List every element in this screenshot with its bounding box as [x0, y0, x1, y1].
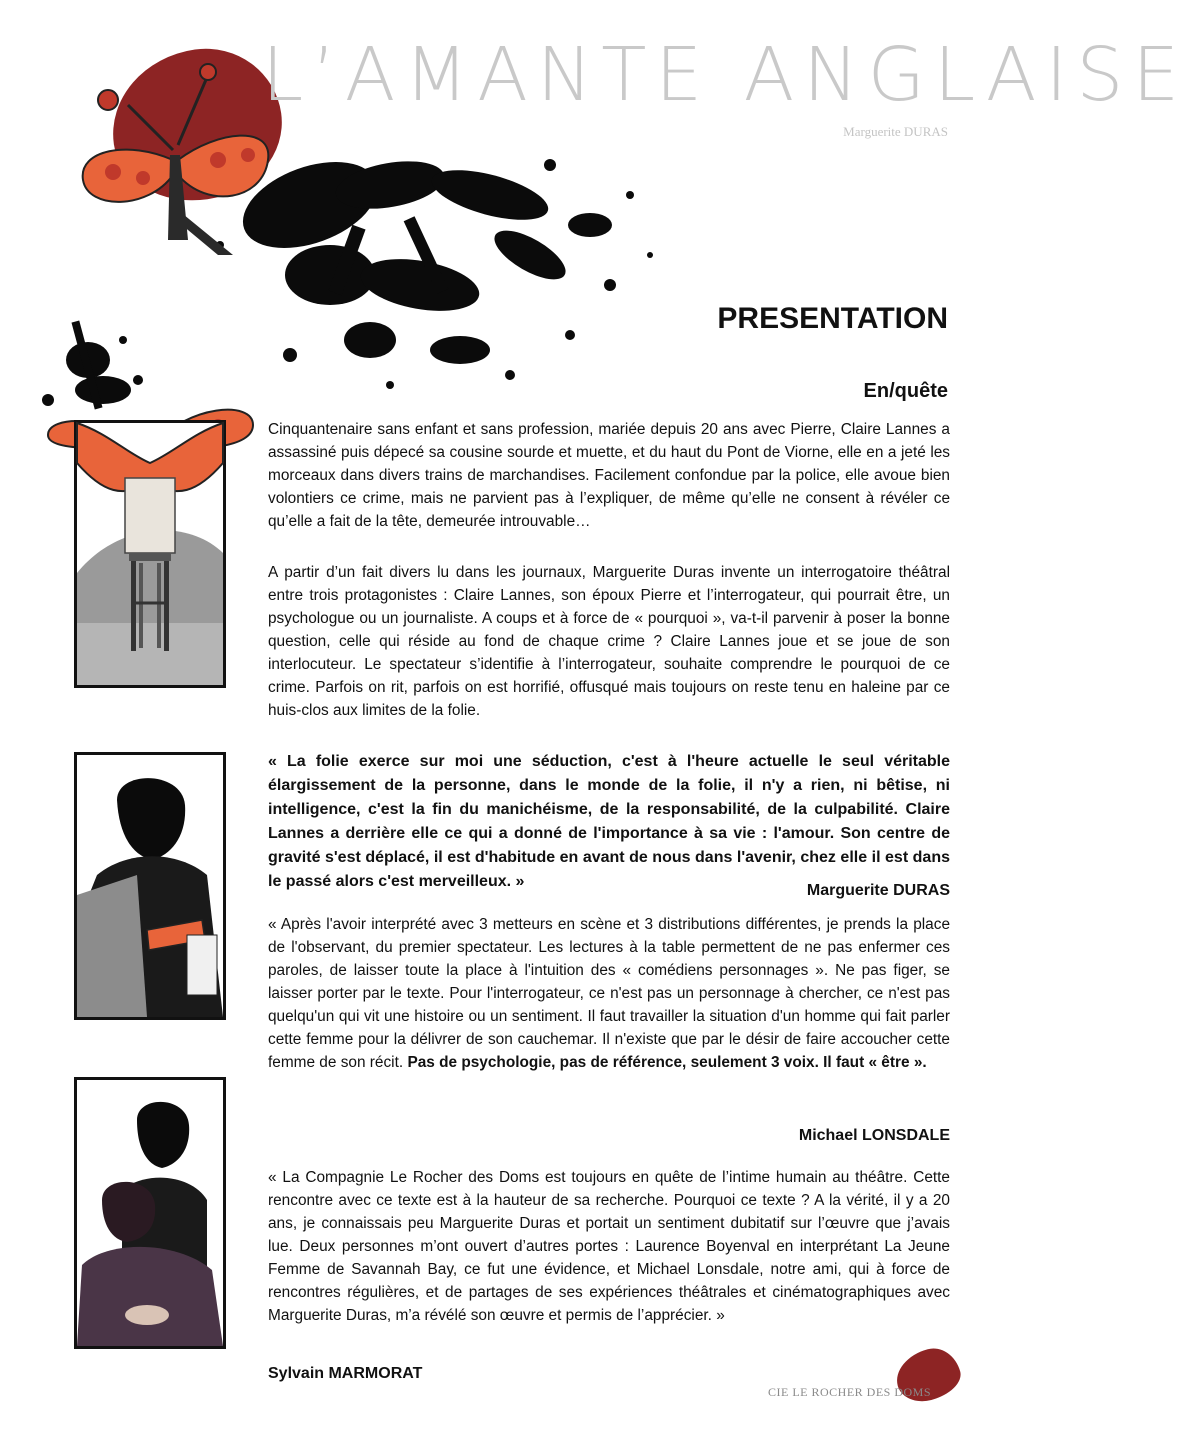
- quote-lonsdale-bold: Pas de psychologie, pas de référence, seulement 3 voix. Il faut « être ».: [407, 1054, 927, 1071]
- paragraph-intro: Cinquantenaire sans enfant et sans profession, mariée depuis 20 ans avec Pierre, Claire Lannes a assassiné puis dépecé sa cousine sourde et muette, et du haut du Pont de Viorne, elle en a jeté les morceaux dans divers trains de marchandises. Facilement confondue par la police, elle avoue bien volontiers ce crime, mais ne parvient pas à l’expliquer, de même qu’elle ne consent à révéler ce qu’elle a fait de la tête, demeurée introuvable…: [268, 421, 950, 530]
- quote-duras: [268, 750, 950, 894]
- signature-duras: Marguerite DURAS: [806, 882, 950, 899]
- signature-lonsdale: Michael LONSDALE: [798, 1127, 950, 1144]
- quote-lonsdale-body: « Après l'avoir interprété avec 3 metteurs en scène et 3 distributions différentes, je prends la place de l'observant, du premier spectateur. Les lectures à la table permettent de ne pas enfermer ces paroles, de laisser toute la place à l'intuition des « comédiens personnages ». Ne pas figer, se laisser porter par le texte. Pour l'interrogateur, ce n'est pas un personnage à chercher, ce n'est pas quelqu'un qui vit une histoire ou un sentiment. Il faut travailler la situation d'un homme qui fait parler cette femme pour la délivrer de son cauchemar. Il n'existe que par le désir de faire accoucher cette femme de son récit.: [268, 916, 950, 1071]
- paragraph-synopsis: [268, 418, 950, 533]
- section-heading: PRESENTATION: [717, 302, 948, 335]
- quote-lonsdale-text: [268, 913, 950, 1074]
- section-subheading: En/quête: [863, 380, 948, 402]
- photo-two-figures: [74, 1077, 226, 1349]
- paragraph-context: [268, 561, 950, 722]
- chair-figure-artwork: [77, 423, 223, 685]
- paragraph-interrogation: A partir d’un fait divers lu dans les journaux, Marguerite Duras invente un interrogatoire théâtral entre trois protagonistes : Claire Lannes, son époux Pierre et l’interrogateur, qui pourrait être, un psychologue ou un journaliste. A coups et à force de « pourquoi », va-t-il parvenir à poser la bonne question, celle qui réside au fond de chaque crime ? Claire Lannes joue et se joue de son interlocuteur. Le spectateur s’identifie à l’interrogateur, souhaite comprendre le pourquoi de ce crime. Parfois on rit, parfois on est horrifié, offusqué mais toujours on reste tenu en haleine par ce huis-clos aux limites de la folie.: [268, 564, 950, 719]
- man-reading-artwork: [77, 755, 223, 1017]
- photo-chair-figure: [74, 420, 226, 688]
- document-title: L’AMANTE ANGLAISE: [262, 32, 1188, 118]
- quote-lonsdale: [268, 913, 950, 1074]
- quote-marmorat: [268, 1166, 950, 1327]
- quote-duras-text: « La folie exerce sur moi une séduction, c'est à l'heure actuelle le seul véritable élargissement de la personne, dans le monde de la folie, il n'y a rien, ni bêtise, ni intelligence, c'est la fin du manichéisme, de la responsabilité, de la culpabilité. Claire Lannes a derrière elle ce qui a donné de l'importance à sa vie : l'amour. Son centre de gravité s'est déplacé, il est d'habitude en avant de nous dans l'avenir, chez elle il est dans le passé alors c'est merveilleux. »: [268, 753, 950, 890]
- two-figures-artwork: [77, 1080, 223, 1346]
- signature-marmorat: Sylvain MARMORAT: [268, 1365, 423, 1382]
- company-name: CIE LE ROCHER DES DOMS: [768, 1385, 932, 1399]
- photo-man-reading: [74, 752, 226, 1020]
- quote-marmorat-text: « La Compagnie Le Rocher des Doms est toujours en quête de l’intime humain au théâtre. Cette rencontre avec ce texte est à la hauteur de sa recherche. Pourquoi ce texte ? A la vérité, il y a 20 ans, je connaissais peu Marguerite Duras et portait un sentiment dubitatif sur l’œuvre que j’avais lue. Deux personnes m’ont ouvert d’autres portes : Laurence Boyenval en interprétant La Jeune Femme de Savannah Bay, ce fut une évidence, et Michael Lonsdale, notre ami, qui à force de rencontres régulières, et de partages de ses expériences théâtrales et cinématographiques avec Marguerite Duras, m’a révélé son œuvre et permis de l’apprécier. »: [268, 1169, 950, 1324]
- author-subtitle: Marguerite DURAS: [843, 124, 948, 139]
- butterfly-illustration: [68, 60, 278, 260]
